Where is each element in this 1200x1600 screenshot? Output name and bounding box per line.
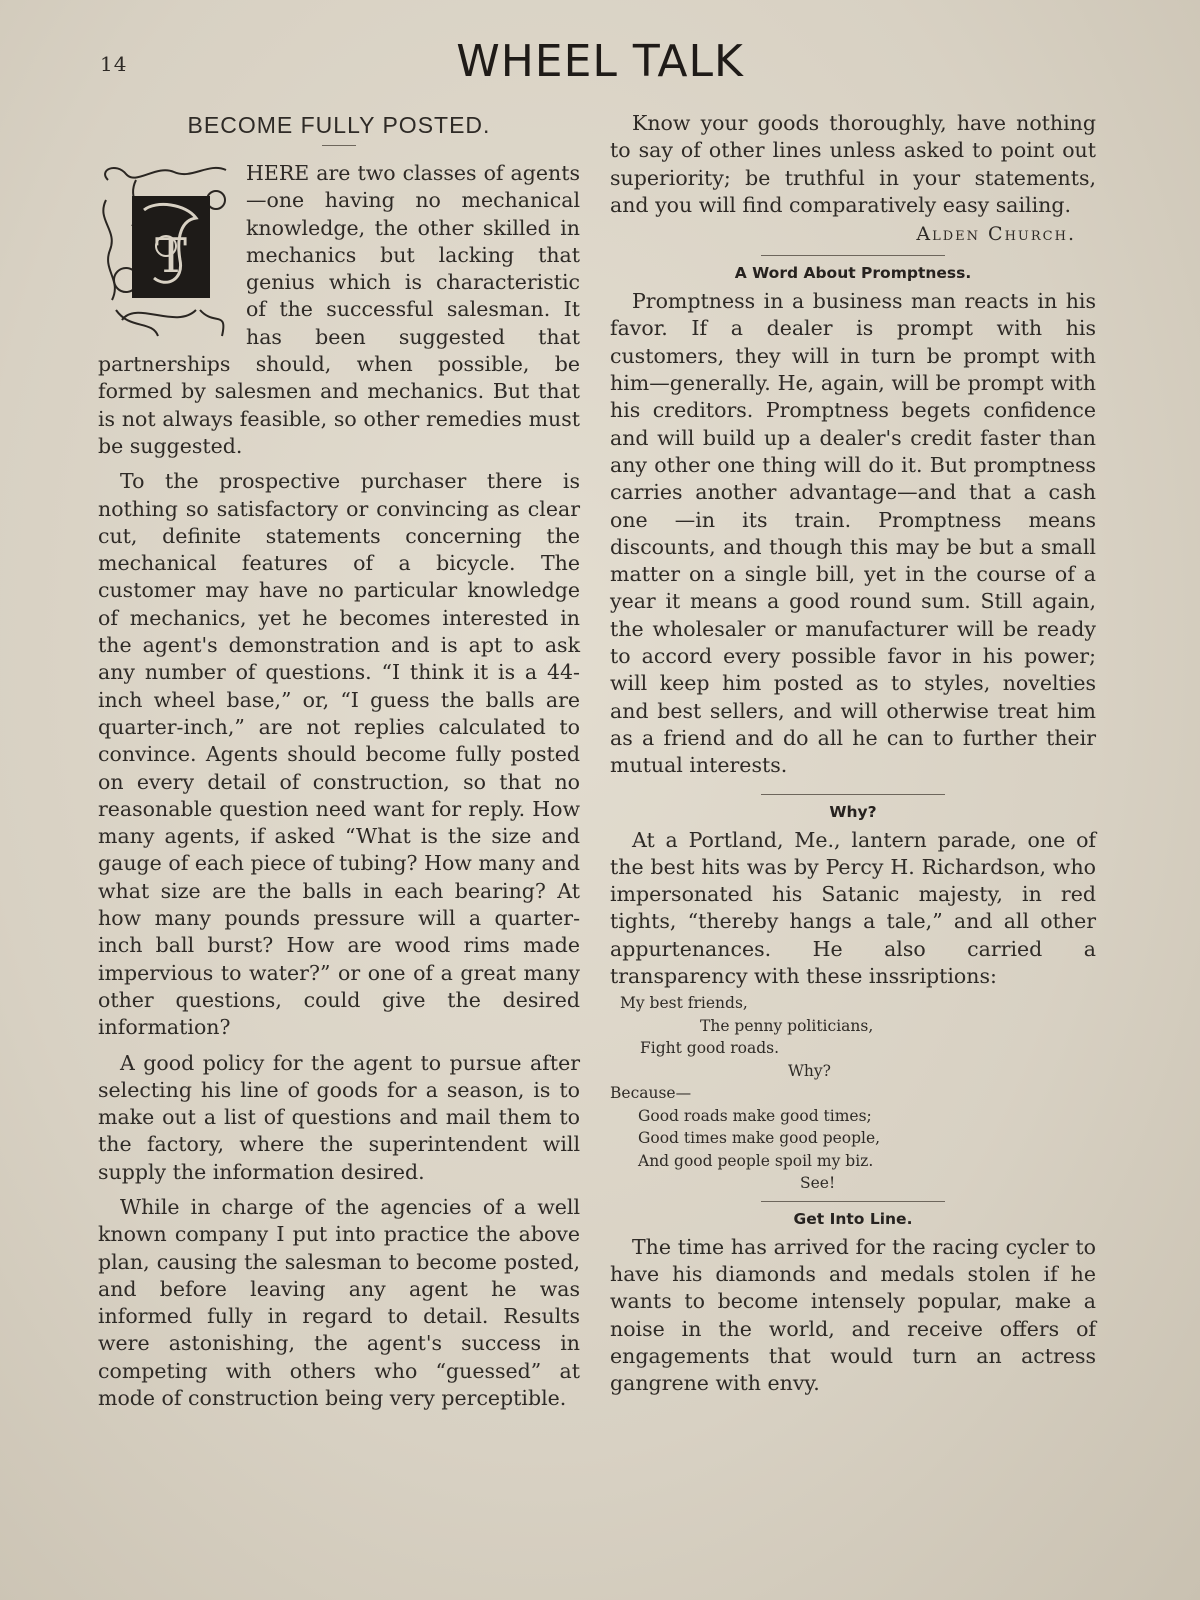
paragraph-agencies: While in charge of the agencies of a well known company I put into practice the above plan, causing the salesman to become posted, and before leaving any agent he was informed fully in regard to detail. Results were astonishing, the agent's success in competing with others who “guessed” at mode of construction being very perceptible. (98, 1194, 580, 1411)
poem-line: Good roads make good times; (638, 1106, 872, 1125)
title-divider (322, 145, 356, 146)
paragraph-promptness: Promptness in a business man reacts in his favor. If a dealer is prompt with his customers, they will in turn be prompt with him—generally. He, again, will be prompt with his creditors. Promptness begets confidence and will build up a dealer's credit faster than any other one thing will do it. But promptness carries another advantage—and that a cash one —in its train. Promptness means discounts, and though this may be but a small matter on a single bill, yet in the course of a year it means a good round sum. Still again, the wholesaler or manufacturer will be ready to accord every possible favor in his power; will keep him posted as to styles, novelties and best sellers, and will otherwise treat him as a friend and do all he can to further their mutual interests. (610, 289, 1096, 778)
masthead-title: WHEEL TALK (456, 36, 744, 87)
poem-line: And good people spoil my biz. (638, 1151, 874, 1170)
poem-block (610, 992, 1096, 1195)
author-signature: Alden Church. (916, 223, 1076, 246)
poem-line: See! (800, 1174, 836, 1193)
poem-line: Fight good roads. (640, 1039, 779, 1058)
page-number: 14 (100, 52, 128, 76)
paragraph-get-into-line: The time has arrived for the racing cycler to have his diamonds and medals stolen if he wants to become intensely popular, make a noise in the world, and receive offers of engagements that would turn an actress gangrene with envy. (610, 1234, 1096, 1396)
section-divider (761, 1201, 945, 1202)
heading-why: Why? (829, 802, 877, 821)
right-column (610, 110, 1096, 1398)
paragraph-continuation: Know your goods thoroughly, have nothing to say of other lines unless asked to point out superiority; be truthful in your statements, and you will find comparatively easy sailing. (610, 111, 1096, 217)
ornamental-dropcap-icon (96, 160, 238, 340)
poem-line: The penny politicians, (700, 1016, 874, 1035)
poem-line: Because— (610, 1084, 692, 1103)
dropcap-letter: T (154, 228, 188, 284)
paragraph-why: At a Portland, Me., lantern parade, one of the best hits was by Percy H. Richardson, who impersonated his Satanic majesty, in red tights, “thereby hangs a tale,” and all other appurtenances. He also carried a transparency with these inssriptions: (610, 827, 1096, 989)
heading-get-into-line: Get Into Line. (793, 1209, 913, 1228)
paragraph-policy: A good policy for the agent to pursue after selecting his line of goods for a season, is to make out a list of questions and mail them to the factory, where the superintendent will supply the information desired. (98, 1050, 580, 1184)
paragraph-purchaser: To the prospective purchaser there is nothing so satisfactory or convincing as clear cut, definite statements concerning the mechanical features of a bicycle. The customer may have no particular knowledge of mechanics, yet he becomes interested in the agent's demonstration and is apt to ask any number of questions. “I think it is a 44-inch wheel base,” or, “I guess the balls are quarter-inch,” are not replies calculated to convince. Agents should become fully posted on every detail of construction, so that no reasonable question need want for reply. How many agents, if asked “What is the size and gauge of each piece of tubing? How many and what size are the balls in each bearing? At how many pounds pressure will a quarter-inch ball burst? How are wood rims made impervious to water?” or one of a great many other questions, could give the desired information? (98, 469, 580, 1040)
poem-line: Why? (788, 1061, 831, 1080)
section-divider (761, 794, 945, 795)
article-title: BECOME FULLY POSTED. (187, 112, 491, 138)
poem-line: Good times make good people, (638, 1129, 881, 1148)
heading-promptness: A Word About Promptness. (734, 264, 972, 283)
section-divider (761, 255, 945, 256)
paragraph-intro: HERE are two classes of agents—one having no mechanical knowledge, the other skilled in mechanics but lacking that genius which is characteristic of the successful salesman. It has been suggested that partnerships should, when possible, be formed by salesmen and mechanics. But that is not always feasible, so other remedies must be suggested. (98, 161, 580, 458)
left-column (98, 110, 580, 1412)
poem-line: My best friends, (620, 994, 748, 1013)
